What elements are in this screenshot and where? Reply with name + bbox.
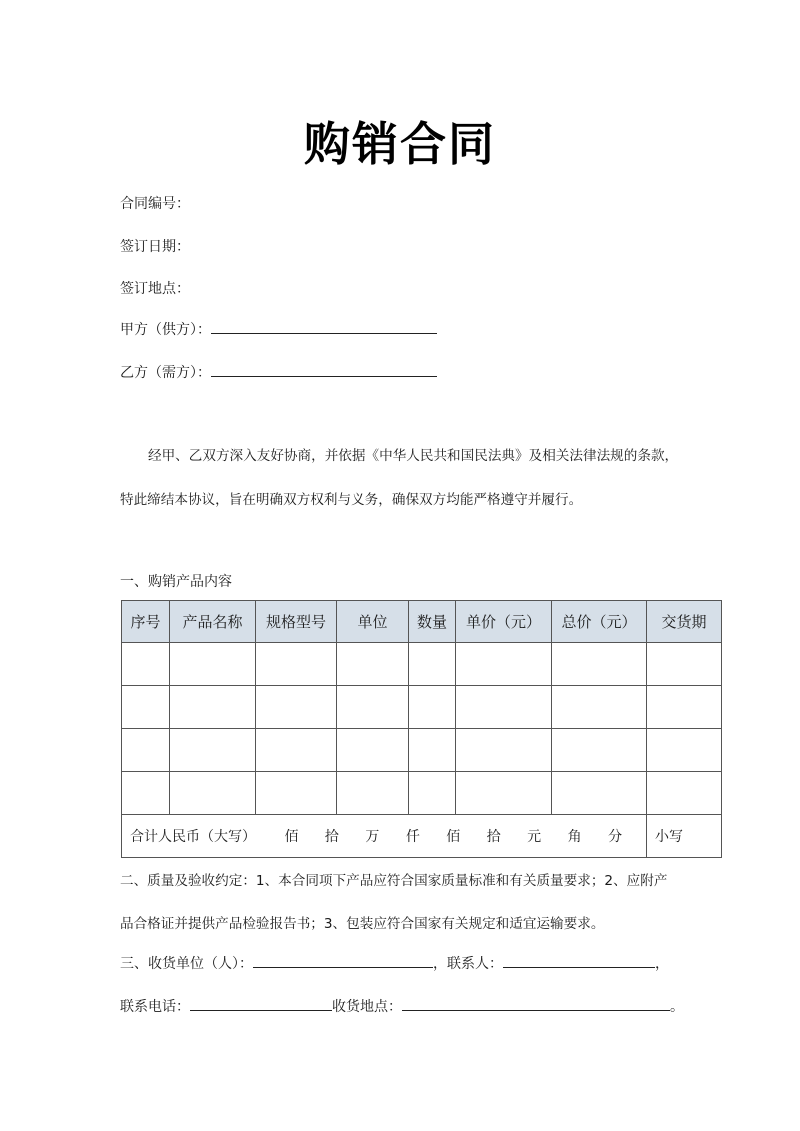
receiver-blank[interactable] bbox=[253, 953, 433, 968]
header-cell: 交货期 bbox=[647, 601, 722, 643]
table-cell[interactable] bbox=[552, 772, 647, 815]
table-cell[interactable] bbox=[647, 729, 722, 772]
unit-label: 佰 bbox=[284, 829, 299, 845]
table-cell[interactable] bbox=[647, 686, 722, 729]
table-cell[interactable] bbox=[552, 686, 647, 729]
section-2-line-1: 二、质量及验收约定：1、本合同项下产品应符合国家质量标准和有关质量要求；2、应附产 bbox=[120, 873, 668, 889]
table-cell[interactable] bbox=[456, 686, 552, 729]
table-cell[interactable] bbox=[170, 729, 256, 772]
total-amount-cell[interactable] bbox=[122, 815, 647, 858]
table-row bbox=[122, 772, 722, 815]
unit-label: 仟 bbox=[405, 829, 420, 845]
header-cell: 规格型号 bbox=[256, 601, 337, 643]
table-cell[interactable] bbox=[647, 772, 722, 815]
receiver-label: 三、收货单位（人）： bbox=[120, 956, 253, 972]
table-cell[interactable] bbox=[409, 686, 456, 729]
total-label: 合计人民币（大写） bbox=[130, 829, 256, 845]
address-label: 收货地点： bbox=[332, 999, 402, 1015]
table-cell[interactable] bbox=[552, 643, 647, 686]
table-cell[interactable] bbox=[409, 643, 456, 686]
phone-blank[interactable] bbox=[190, 996, 332, 1011]
party-a-blank[interactable] bbox=[211, 319, 437, 334]
party-b-label: 乙方（需方）： bbox=[120, 365, 211, 381]
section-3-row-1 bbox=[120, 953, 669, 973]
table-cell[interactable] bbox=[409, 729, 456, 772]
table-cell[interactable] bbox=[337, 772, 409, 815]
contract-title: 购销合同 bbox=[304, 117, 496, 171]
unit-label: 元 bbox=[527, 829, 542, 845]
table-total-row bbox=[122, 815, 722, 858]
unit-label: 拾 bbox=[486, 829, 501, 845]
table-cell[interactable] bbox=[122, 772, 170, 815]
contract-number-label: 合同编号： bbox=[120, 196, 190, 212]
party-a-label: 甲方（供方）： bbox=[120, 322, 211, 338]
contact-label: ，联系人： bbox=[433, 956, 503, 972]
table-cell[interactable] bbox=[456, 729, 552, 772]
table-cell[interactable] bbox=[122, 729, 170, 772]
unit-label: 拾 bbox=[324, 829, 339, 845]
table-cell[interactable] bbox=[552, 729, 647, 772]
address-blank[interactable] bbox=[402, 996, 670, 1011]
table-row bbox=[122, 686, 722, 729]
small-amount-label: 小写 bbox=[655, 829, 683, 845]
table-cell[interactable] bbox=[337, 729, 409, 772]
unit-label: 万 bbox=[365, 829, 380, 845]
section-2-line-2: 品合格证并提供产品检验报告书；3、包装应符合国家有关规定和适宜运输要求。 bbox=[120, 916, 605, 932]
small-amount-cell[interactable] bbox=[647, 815, 722, 858]
table-cell[interactable] bbox=[170, 643, 256, 686]
intro-line-2: 特此缔结本协议，旨在明确双方权利与义务，确保双方均能严格遵守并履行。 bbox=[120, 492, 583, 508]
party-b-blank[interactable] bbox=[211, 362, 437, 377]
table-cell[interactable] bbox=[122, 686, 170, 729]
party-b-row bbox=[120, 362, 437, 382]
table-row bbox=[122, 729, 722, 772]
table-cell[interactable] bbox=[456, 643, 552, 686]
header-cell: 总价（元） bbox=[552, 601, 647, 643]
header-cell: 产品名称 bbox=[170, 601, 256, 643]
table-cell[interactable] bbox=[122, 643, 170, 686]
table-row bbox=[122, 643, 722, 686]
comma-text: ， bbox=[655, 956, 669, 972]
goods-table bbox=[121, 600, 722, 858]
table-cell[interactable] bbox=[456, 772, 552, 815]
unit-label: 角 bbox=[567, 829, 582, 845]
unit-label: 佰 bbox=[446, 829, 461, 845]
table-cell[interactable] bbox=[256, 772, 337, 815]
table-cell[interactable] bbox=[170, 772, 256, 815]
sign-date-label: 签订日期： bbox=[120, 239, 190, 255]
section-1-heading: 一、购销产品内容 bbox=[120, 574, 232, 590]
sign-place-label: 签订地点： bbox=[120, 281, 190, 297]
table-cell[interactable] bbox=[337, 643, 409, 686]
table-cell[interactable] bbox=[256, 686, 337, 729]
section-3-row-2 bbox=[120, 996, 684, 1016]
unit-label: 分 bbox=[608, 829, 623, 845]
table-header-row bbox=[122, 601, 722, 643]
table-cell[interactable] bbox=[170, 686, 256, 729]
header-cell: 单位 bbox=[337, 601, 409, 643]
intro-line-1: 经甲、乙双方深入友好协商，并依据《中华人民共和国民法典》及相关法律法规的条款， bbox=[148, 448, 679, 464]
header-cell: 序号 bbox=[122, 601, 170, 643]
header-cell: 数量 bbox=[409, 601, 456, 643]
end-text: 。 bbox=[670, 999, 684, 1015]
phone-label: 联系电话： bbox=[120, 999, 190, 1015]
table-cell[interactable] bbox=[409, 772, 456, 815]
party-a-row bbox=[120, 319, 437, 339]
table-cell[interactable] bbox=[256, 729, 337, 772]
header-cell: 单价（元） bbox=[456, 601, 552, 643]
contact-blank[interactable] bbox=[503, 953, 655, 968]
table-cell[interactable] bbox=[337, 686, 409, 729]
table-cell[interactable] bbox=[647, 643, 722, 686]
table-cell[interactable] bbox=[256, 643, 337, 686]
